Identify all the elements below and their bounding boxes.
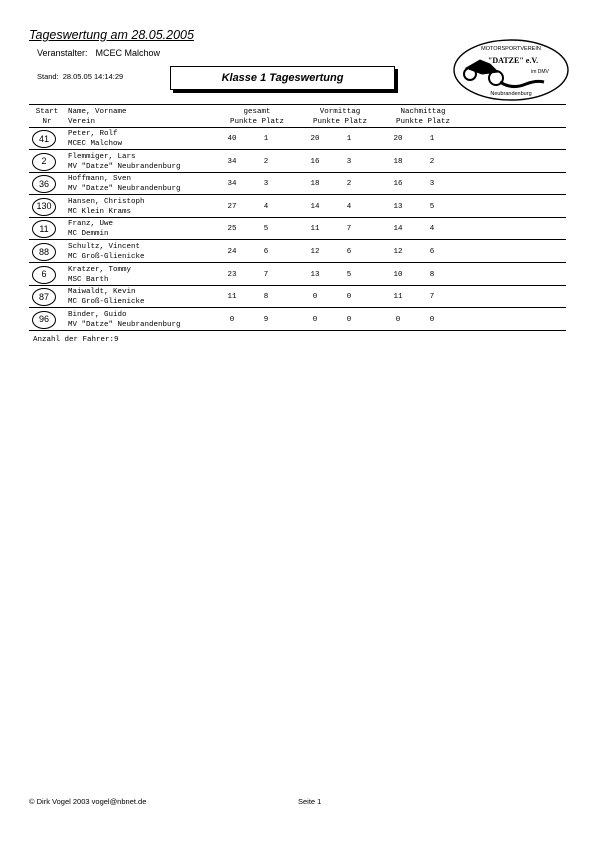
driver-club: MV "Datze" Neubrandenburg	[68, 185, 181, 194]
header-vormittag-line1: Vormittag	[319, 108, 361, 116]
page-title: Tageswertung am 28.05.2005	[29, 28, 194, 42]
driver-name: Hansen, Christoph	[68, 197, 145, 206]
header-name-line2: Verein	[68, 118, 96, 126]
cell-g-p: 11	[227, 293, 237, 302]
cell-n-p: 14	[393, 225, 403, 234]
driver-name: Flemmiger, Lars	[68, 152, 136, 161]
cell-n-pl: 0	[429, 315, 435, 324]
cell-v-p: 13	[310, 270, 320, 279]
cell-g-p: 34	[227, 180, 237, 189]
start-number-badge: 88	[32, 243, 56, 261]
header-start-line1: Start	[35, 108, 59, 116]
driver-name: Kratzer, Tommy	[68, 265, 132, 274]
cell-n-p: 16	[393, 180, 403, 189]
driver-club: MV "Datze" Neubrandenburg	[68, 320, 181, 329]
header-name	[68, 107, 127, 127]
cell-n-p: 13	[393, 202, 403, 211]
header-vormittag	[305, 107, 375, 127]
driver-club: MC Groß-Glienicke	[68, 298, 145, 307]
cell-g-pl: 4	[263, 202, 269, 211]
driver-name: Peter, Rolf	[68, 130, 118, 138]
cell-v-pl: 0	[346, 293, 352, 302]
start-number-badge: 6	[32, 266, 56, 284]
stand-value: 28.05.05 14:14:29	[62, 72, 124, 81]
start-number-badge: 96	[32, 311, 56, 329]
cell-v-pl: 7	[346, 225, 352, 234]
cell-n-p: 0	[395, 315, 401, 324]
driver-club: MSC Barth	[68, 275, 109, 284]
cell-v-p: 16	[310, 157, 320, 166]
driver-club: MC Klein Krams	[68, 207, 132, 216]
class-title-box: Klasse 1 Tageswertung	[170, 66, 395, 90]
cell-v-p: 0	[312, 315, 318, 324]
header-vormittag-line2: Punkte Platz	[312, 118, 367, 126]
cell-n-pl: 4	[429, 225, 435, 234]
table-row	[29, 309, 566, 331]
logo-text-side: im DMV	[531, 69, 549, 75]
driver-name: Schultz, Vincent	[68, 243, 141, 251]
header-start-line2: Nr	[42, 118, 52, 126]
start-number-badge: 36	[32, 175, 56, 193]
cell-g-pl: 7	[263, 270, 269, 279]
stand-line	[37, 72, 123, 81]
cell-n-pl: 5	[429, 202, 435, 211]
cell-n-p: 12	[393, 248, 403, 256]
cell-g-pl: 2	[263, 157, 269, 166]
header-gesamt-line1: gesamt	[243, 108, 271, 116]
start-number-badge: 2	[32, 153, 56, 171]
cell-v-p: 14	[310, 202, 320, 211]
cell-v-pl: 6	[346, 248, 352, 256]
cell-n-pl: 8	[429, 270, 435, 279]
cell-g-pl: 1	[263, 135, 269, 143]
header-name-line1: Name, Vorname	[68, 108, 127, 116]
cell-n-p: 20	[393, 135, 403, 143]
header-gesamt	[222, 107, 292, 127]
organizer-label: Veranstalter:	[37, 48, 88, 58]
cell-g-pl: 6	[263, 248, 269, 256]
cell-g-p: 27	[227, 202, 237, 211]
organizer-value: MCEC Malchow	[95, 48, 161, 58]
cell-v-pl: 1	[346, 135, 352, 143]
header-nachmittag-line2: Punkte Platz	[395, 118, 450, 126]
cell-g-p: 40	[227, 135, 237, 143]
cell-g-p: 34	[227, 157, 237, 166]
logo-text-top: MOTORSPORTVEREIN	[481, 46, 541, 52]
table-row	[29, 173, 566, 195]
rule-top	[29, 104, 566, 105]
table-row	[29, 151, 566, 173]
cell-n-pl: 1	[429, 135, 435, 143]
driver-club: MCEC Malchow	[68, 140, 123, 148]
cell-n-pl: 3	[429, 180, 435, 189]
header-gesamt-line2: Punkte Platz	[229, 118, 284, 126]
cell-v-p: 20	[310, 135, 320, 143]
cell-v-pl: 0	[346, 315, 352, 324]
logo-text-bottom: Neubrandenburg	[490, 91, 532, 97]
footer-page: Seite 1	[298, 797, 322, 806]
table-row	[29, 286, 566, 308]
cell-g-pl: 8	[263, 293, 269, 302]
logo-text-mid: "DATZE" e.V.	[487, 56, 539, 65]
header-nachmittag-line1: Nachmittag	[400, 108, 446, 116]
cell-g-p: 0	[229, 315, 235, 324]
cell-n-pl: 6	[429, 248, 435, 256]
driver-club: MC Demmin	[68, 230, 109, 239]
driver-name: Hoffmann, Sven	[68, 175, 132, 184]
cell-n-p: 10	[393, 270, 403, 279]
organizer-line	[37, 48, 160, 58]
cell-g-pl: 3	[263, 180, 269, 189]
driver-name: Binder, Guido	[68, 310, 127, 319]
row-divider	[29, 330, 566, 331]
driver-name: Franz, Uwe	[68, 220, 114, 229]
cell-n-p: 11	[393, 293, 403, 302]
cell-g-p: 25	[227, 225, 237, 234]
driver-name: Maiwaldt, Kevin	[68, 288, 136, 297]
driver-count: Anzahl der Fahrer:9	[33, 336, 119, 344]
table-row	[29, 196, 566, 218]
cell-n-p: 18	[393, 157, 403, 166]
start-number-badge: 41	[32, 130, 56, 148]
start-number-badge: 11	[32, 220, 56, 238]
header-start	[29, 107, 65, 127]
cell-v-p: 18	[310, 180, 320, 189]
cell-g-p: 23	[227, 270, 237, 279]
table-row	[29, 241, 566, 263]
start-number-badge: 87	[32, 288, 56, 306]
cell-v-pl: 3	[346, 157, 352, 166]
cell-g-pl: 9	[263, 315, 269, 324]
cell-v-p: 0	[312, 293, 318, 302]
cell-v-p: 11	[310, 225, 320, 234]
cell-g-p: 24	[227, 248, 237, 256]
table-row	[29, 264, 566, 286]
cell-g-pl: 5	[263, 225, 269, 234]
club-logo	[452, 38, 570, 102]
driver-club: MC Groß-Glienicke	[68, 253, 145, 261]
table-row	[29, 128, 566, 150]
table-row	[29, 218, 566, 240]
cell-v-pl: 5	[346, 270, 352, 279]
footer-copyright: © Dirk Vogel 2003 vogel@nbnet.de	[29, 797, 147, 806]
driver-club: MV "Datze" Neubrandenburg	[68, 162, 181, 171]
cell-v-p: 12	[310, 248, 320, 256]
cell-n-pl: 2	[429, 157, 435, 166]
cell-v-pl: 4	[346, 202, 352, 211]
stand-label: Stand:	[37, 72, 59, 81]
cell-v-pl: 2	[346, 180, 352, 189]
cell-n-pl: 7	[429, 293, 435, 302]
start-number-badge: 130	[32, 198, 56, 216]
header-nachmittag	[388, 107, 458, 127]
